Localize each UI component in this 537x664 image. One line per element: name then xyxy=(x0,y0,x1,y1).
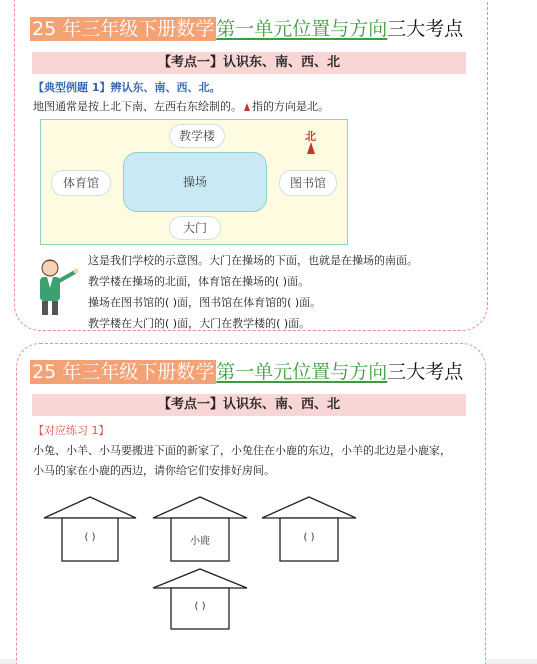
house-center xyxy=(151,496,249,562)
title-unit: 第一单元位置与方向 xyxy=(216,361,388,383)
title-highlight: 25 年三年级下册数学 xyxy=(32,361,215,383)
title-suffix: 三大考点 xyxy=(387,18,464,40)
house-left xyxy=(42,496,138,562)
house-left-blank: ( ) xyxy=(84,532,96,543)
map-line-2: 教学楼在操场的北面，体育馆在操场的( )面。 xyxy=(88,275,310,288)
map-place-teaching-building: 教学楼 xyxy=(169,124,225,148)
school-map xyxy=(40,119,348,245)
house-right xyxy=(260,496,358,562)
title-unit: 第一单元位置与方向 xyxy=(216,18,388,40)
map-place-playground: 操场 xyxy=(123,152,267,212)
problem-line-2: 小马的家在小鹿的西边，请你给它们安排好房间。 xyxy=(33,464,275,477)
topic-band-1: 【考点一】认识东、南、西、北 xyxy=(32,52,466,74)
title-highlight: 25 年三年级下册数学 xyxy=(32,18,215,40)
topic-band-2: 【考点一】认识东、南、西、北 xyxy=(32,394,466,416)
house-right-blank: ( ) xyxy=(303,532,315,543)
worksheet-title-2 xyxy=(30,357,464,384)
map-line-1: 这是我们学校的示意图。大门在操场的下面，也就是在操场的南面。 xyxy=(88,254,418,267)
worksheet-title-1 xyxy=(30,14,464,41)
compass-north-label: 北 xyxy=(305,130,316,143)
map-place-gate: 大门 xyxy=(169,216,221,240)
title-suffix: 三大考点 xyxy=(387,361,464,383)
north-arrow-icon xyxy=(244,103,250,111)
compass-arrow-icon xyxy=(307,142,315,154)
house-center-label: 小鹿 xyxy=(190,536,210,547)
house-bottom xyxy=(151,568,249,630)
problem-line-1: 小兔、小羊、小马要搬进下面的新家了，小兔住在小鹿的东边，小羊的北边是小鹿家， xyxy=(33,444,451,457)
intro-text: 地图通常是按上北下南、左西右东绘制的。 指的方向是北。 xyxy=(33,100,329,113)
exercise-heading: 【对应练习 1】 xyxy=(33,424,110,437)
house-bottom-blank: ( ) xyxy=(194,601,206,612)
map-place-gym: 体育馆 xyxy=(51,170,111,196)
map-place-library: 图书馆 xyxy=(279,170,337,196)
teacher-illustration xyxy=(35,256,80,316)
map-line-4: 教学楼在大门的( )面，大门在教学楼的( )面。 xyxy=(88,317,311,330)
example-heading: 【典型例题 1】辨认东、南、西、北。 xyxy=(33,81,221,94)
map-line-3: 操场在图书馆的( )面，图书馆在体育馆的( )面。 xyxy=(88,296,322,309)
